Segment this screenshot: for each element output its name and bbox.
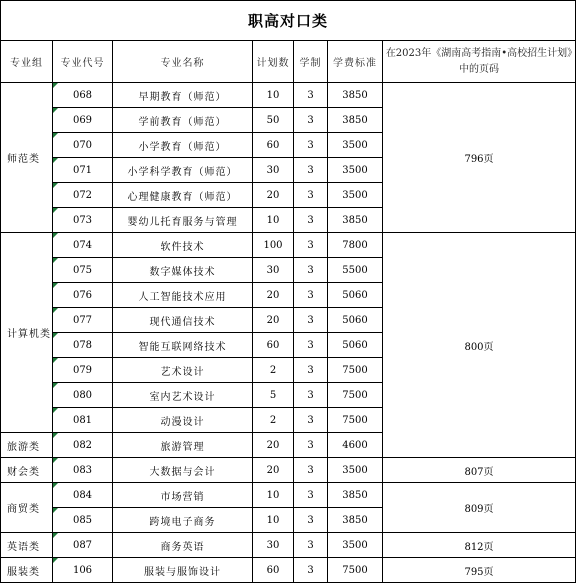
table-row (1, 233, 576, 258)
group-cell[interactable]: 商贸类 (1, 483, 53, 533)
plan-cell-text: 10 (266, 214, 280, 226)
text-number-warning-icon (53, 258, 58, 263)
page-cell[interactable]: 807页 (383, 458, 576, 483)
fee-cell[interactable] (328, 283, 383, 308)
fee-cell-text: 7500 (342, 389, 368, 401)
header-plan[interactable]: 计划数 (253, 41, 294, 83)
years-cell[interactable] (294, 308, 328, 333)
code-cell-text: 081 (72, 414, 93, 426)
fee-cell-text: 3850 (342, 214, 368, 226)
major-name-cell[interactable] (113, 208, 253, 233)
major-name-cell-text: 心理健康教育（师范） (127, 191, 238, 203)
text-number-warning-icon (53, 483, 58, 488)
plan-cell[interactable] (253, 358, 294, 383)
group-cell[interactable]: 英语类 (1, 533, 53, 558)
major-name-cell-text: 人工智能技术应用 (138, 291, 227, 303)
plan-cell-text: 5 (269, 389, 277, 401)
years-cell[interactable] (294, 158, 328, 183)
fee-cell[interactable] (328, 158, 383, 183)
fee-cell[interactable] (328, 483, 383, 508)
fee-cell-text: 7500 (342, 364, 368, 376)
plan-cell-text: 10 (266, 489, 280, 501)
fee-cell[interactable] (328, 408, 383, 433)
major-name-cell-text: 现代通信技术 (149, 316, 216, 328)
years-cell[interactable] (294, 183, 328, 208)
fee-cell-text: 7500 (342, 414, 368, 426)
text-number-warning-icon (53, 458, 58, 463)
years-cell[interactable] (294, 458, 328, 483)
sheet-title-cell[interactable] (0, 0, 576, 40)
major-name-cell-text: 小学科学教育（师范） (127, 166, 238, 178)
plan-cell[interactable] (253, 408, 294, 433)
fee-cell[interactable] (328, 183, 383, 208)
years-cell[interactable] (294, 558, 328, 583)
major-name-cell[interactable] (113, 283, 253, 308)
header-group[interactable]: 专业组 (1, 41, 53, 83)
fee-cell[interactable] (328, 508, 383, 533)
years-cell-text: 3 (307, 89, 314, 101)
plan-cell-text: 30 (266, 164, 280, 176)
text-number-warning-icon (53, 83, 58, 88)
plan-cell[interactable] (253, 483, 294, 508)
years-cell-text: 3 (307, 264, 314, 276)
text-number-warning-icon (53, 133, 58, 138)
code-cell-text: 082 (72, 439, 93, 451)
group-cell[interactable]: 旅游类 (1, 433, 53, 458)
major-name-cell-text: 跨境电子商务 (149, 516, 216, 528)
years-cell[interactable] (294, 408, 328, 433)
fee-cell-text: 5060 (342, 289, 368, 301)
header-code[interactable]: 专业代号 (53, 41, 113, 83)
years-cell-text: 3 (307, 189, 314, 201)
fee-cell[interactable] (328, 208, 383, 233)
major-name-cell-text: 软件技术 (160, 241, 205, 253)
text-number-warning-icon (53, 158, 58, 163)
text-number-warning-icon (53, 283, 58, 288)
major-name-cell-text: 室内艺术设计 (149, 391, 216, 403)
text-number-warning-icon (53, 558, 58, 563)
years-cell[interactable] (294, 283, 328, 308)
years-cell-text: 3 (307, 339, 314, 351)
code-cell[interactable] (53, 458, 113, 483)
major-name-cell[interactable] (113, 458, 253, 483)
code-cell[interactable] (53, 483, 113, 508)
code-cell-text: 079 (72, 364, 93, 376)
page-cell[interactable]: 795页 (383, 558, 576, 583)
years-cell-text: 3 (307, 164, 314, 176)
page-cell[interactable]: 809页 (383, 483, 576, 533)
major-name-cell-text: 服装与服饰设计 (144, 566, 221, 578)
code-cell-text: 083 (72, 464, 93, 476)
fee-cell[interactable] (328, 233, 383, 258)
years-cell-text: 3 (307, 414, 314, 426)
years-cell[interactable] (294, 83, 328, 108)
code-cell-text: 077 (72, 314, 93, 326)
code-cell[interactable] (53, 258, 113, 283)
plan-cell-text: 2 (269, 364, 277, 376)
years-cell[interactable] (294, 258, 328, 283)
text-number-warning-icon (53, 333, 58, 338)
code-cell[interactable] (53, 408, 113, 433)
text-number-warning-icon (53, 508, 58, 513)
years-cell-text: 3 (307, 139, 314, 151)
major-name-cell-text: 商务英语 (160, 541, 205, 553)
table-row (1, 483, 576, 508)
code-cell-text: 074 (72, 239, 93, 251)
major-name-cell[interactable] (113, 408, 253, 433)
years-cell[interactable] (294, 483, 328, 508)
plan-cell[interactable] (253, 383, 294, 408)
enrollment-table (0, 40, 576, 583)
major-name-cell[interactable] (113, 333, 253, 358)
fee-cell-text: 3500 (342, 464, 368, 476)
fee-cell[interactable] (328, 383, 383, 408)
code-cell[interactable] (53, 208, 113, 233)
major-name-cell-text: 早期教育（师范） (138, 91, 227, 103)
fee-cell-text: 3500 (342, 189, 368, 201)
table-row (1, 558, 576, 583)
major-name-cell[interactable] (113, 433, 253, 458)
table-row (1, 533, 576, 558)
years-cell[interactable] (294, 433, 328, 458)
header-row (1, 41, 576, 83)
code-cell-text: 075 (72, 264, 93, 276)
years-cell-text: 3 (307, 539, 314, 551)
fee-cell[interactable] (328, 258, 383, 283)
code-cell[interactable] (53, 283, 113, 308)
plan-cell[interactable] (253, 558, 294, 583)
text-number-warning-icon (53, 358, 58, 363)
major-name-cell[interactable] (113, 558, 253, 583)
code-cell[interactable] (53, 158, 113, 183)
years-cell-text: 3 (307, 364, 314, 376)
fee-cell-text: 3500 (342, 164, 368, 176)
years-cell-text: 3 (307, 564, 314, 576)
major-name-cell[interactable] (113, 183, 253, 208)
years-cell-text: 3 (307, 514, 314, 526)
plan-cell[interactable] (253, 508, 294, 533)
fee-cell-text: 3850 (342, 114, 368, 126)
years-cell[interactable] (294, 508, 328, 533)
fee-cell[interactable] (328, 433, 383, 458)
major-name-cell-text: 艺术设计 (160, 366, 205, 378)
years-cell-text: 3 (307, 289, 314, 301)
fee-cell[interactable] (328, 533, 383, 558)
plan-cell[interactable] (253, 433, 294, 458)
group-cell[interactable]: 计算机类 (1, 233, 53, 433)
fee-cell-text: 5060 (342, 339, 368, 351)
group-cell[interactable]: 师范类 (1, 83, 53, 233)
major-name-cell[interactable] (113, 258, 253, 283)
years-cell[interactable] (294, 133, 328, 158)
fee-cell-text: 7800 (342, 239, 368, 251)
code-cell[interactable] (53, 108, 113, 133)
text-number-warning-icon (53, 433, 58, 438)
code-cell[interactable] (53, 533, 113, 558)
code-cell-text: 085 (72, 514, 93, 526)
fee-cell-text: 5060 (342, 314, 368, 326)
fee-cell-text: 3850 (342, 89, 368, 101)
code-cell-text: 070 (72, 139, 93, 151)
text-number-warning-icon (53, 383, 58, 388)
fee-cell[interactable] (328, 308, 383, 333)
years-cell-text: 3 (307, 489, 314, 501)
years-cell[interactable] (294, 358, 328, 383)
code-cell-text: 071 (72, 164, 93, 176)
fee-cell-text: 3850 (342, 514, 368, 526)
plan-cell[interactable] (253, 183, 294, 208)
plan-cell-text: 50 (266, 114, 280, 126)
code-cell[interactable] (53, 358, 113, 383)
text-number-warning-icon (53, 308, 58, 313)
plan-cell-text: 20 (266, 289, 280, 301)
fee-cell[interactable] (328, 458, 383, 483)
fee-cell[interactable] (328, 558, 383, 583)
page-cell[interactable]: 812页 (383, 533, 576, 558)
table-row (1, 83, 576, 108)
major-name-cell-text: 智能互联网络技术 (138, 341, 227, 353)
code-cell-text: 069 (72, 114, 93, 126)
header-fee[interactable]: 学费标准 (328, 41, 383, 83)
text-number-warning-icon (53, 183, 58, 188)
years-cell-text: 3 (307, 214, 314, 226)
plan-cell-text: 20 (266, 464, 280, 476)
plan-cell-text: 2 (269, 414, 277, 426)
group-cell[interactable]: 服装类 (1, 558, 53, 583)
header-name[interactable]: 专业名称 (113, 41, 253, 83)
plan-cell-text: 20 (266, 439, 280, 451)
code-cell[interactable] (53, 183, 113, 208)
years-cell-text: 3 (307, 239, 314, 251)
table-body (1, 83, 576, 583)
plan-cell[interactable] (253, 208, 294, 233)
plan-cell[interactable] (253, 258, 294, 283)
text-number-warning-icon (53, 408, 58, 413)
years-cell[interactable] (294, 208, 328, 233)
page-cell[interactable]: 796页 (383, 83, 576, 233)
code-cell[interactable] (53, 133, 113, 158)
header-years[interactable]: 学制 (294, 41, 328, 83)
code-cell-text: 080 (72, 389, 93, 401)
major-name-cell-text: 动漫设计 (160, 416, 205, 428)
plan-cell-text: 20 (266, 314, 280, 326)
plan-cell[interactable] (253, 133, 294, 158)
plan-cell[interactable] (253, 83, 294, 108)
major-name-cell[interactable] (113, 308, 253, 333)
major-name-cell-text: 市场营销 (160, 491, 205, 503)
plan-cell[interactable] (253, 533, 294, 558)
plan-cell[interactable] (253, 108, 294, 133)
header-page[interactable]: 在2023年《湖南高考指南•高校招生计划》中的页码 (383, 41, 576, 83)
code-cell[interactable] (53, 308, 113, 333)
plan-cell-text: 10 (266, 514, 280, 526)
fee-cell-text: 3500 (342, 539, 368, 551)
plan-cell[interactable] (253, 233, 294, 258)
fee-cell-text: 3850 (342, 489, 368, 501)
fee-cell-text: 5500 (342, 264, 368, 276)
major-name-cell-text: 旅游管理 (160, 441, 205, 453)
text-number-warning-icon (53, 208, 58, 213)
plan-cell[interactable] (253, 158, 294, 183)
code-cell[interactable] (53, 558, 113, 583)
text-number-warning-icon (53, 108, 58, 113)
plan-cell-text: 20 (266, 189, 280, 201)
group-cell[interactable]: 财会类 (1, 458, 53, 483)
years-cell[interactable] (294, 383, 328, 408)
years-cell[interactable] (294, 108, 328, 133)
code-cell-text: 072 (72, 189, 93, 201)
text-number-warning-icon (53, 533, 58, 538)
plan-cell-text: 60 (266, 139, 280, 151)
years-cell-text: 3 (307, 314, 314, 326)
plan-cell-text: 100 (263, 239, 283, 251)
table-row (1, 458, 576, 483)
code-cell[interactable] (53, 383, 113, 408)
major-name-cell[interactable] (113, 508, 253, 533)
major-name-cell[interactable] (113, 108, 253, 133)
fee-cell-text: 7500 (342, 564, 368, 576)
major-name-cell-text: 小学教育（师范） (138, 141, 227, 153)
fee-cell[interactable] (328, 83, 383, 108)
major-name-cell[interactable] (113, 358, 253, 383)
page-cell[interactable]: 800页 (383, 233, 576, 458)
plan-cell[interactable] (253, 458, 294, 483)
years-cell[interactable] (294, 333, 328, 358)
plan-cell-text: 60 (266, 564, 280, 576)
code-cell[interactable] (53, 83, 113, 108)
major-name-cell[interactable] (113, 133, 253, 158)
major-name-cell[interactable] (113, 533, 253, 558)
fee-cell-text: 4600 (342, 439, 368, 451)
fee-cell[interactable] (328, 108, 383, 133)
code-cell-text: 078 (72, 339, 93, 351)
major-name-cell[interactable] (113, 233, 253, 258)
major-name-cell[interactable] (113, 483, 253, 508)
plan-cell-text: 10 (266, 89, 280, 101)
fee-cell[interactable] (328, 358, 383, 383)
code-cell-text: 073 (72, 214, 93, 226)
sheet-title: 职高对口类 (247, 12, 328, 30)
years-cell-text: 3 (307, 439, 314, 451)
years-cell[interactable] (294, 233, 328, 258)
major-name-cell[interactable] (113, 158, 253, 183)
plan-cell-text: 30 (266, 264, 280, 276)
major-name-cell-text: 婴幼儿托育服务与管理 (127, 216, 238, 228)
code-cell-text: 087 (72, 539, 93, 551)
years-cell-text: 3 (307, 464, 314, 476)
code-cell-text: 076 (72, 289, 93, 301)
major-name-cell-text: 大数据与会计 (149, 466, 216, 478)
fee-cell[interactable] (328, 133, 383, 158)
plan-cell-text: 60 (266, 339, 280, 351)
major-name-cell[interactable] (113, 383, 253, 408)
code-cell-text: 106 (72, 564, 93, 576)
major-name-cell-text: 数字媒体技术 (149, 266, 216, 278)
plan-cell[interactable] (253, 333, 294, 358)
major-name-cell-text: 学前教育（师范） (138, 116, 227, 128)
years-cell-text: 3 (307, 389, 314, 401)
fee-cell-text: 3500 (342, 139, 368, 151)
text-number-warning-icon (53, 233, 58, 238)
code-cell[interactable] (53, 333, 113, 358)
code-cell[interactable] (53, 508, 113, 533)
code-cell[interactable] (53, 233, 113, 258)
plan-cell[interactable] (253, 283, 294, 308)
years-cell[interactable] (294, 533, 328, 558)
years-cell-text: 3 (307, 114, 314, 126)
plan-cell-text: 30 (266, 539, 280, 551)
code-cell[interactable] (53, 433, 113, 458)
code-cell-text: 084 (72, 489, 93, 501)
plan-cell[interactable] (253, 308, 294, 333)
code-cell-text: 068 (72, 89, 93, 101)
fee-cell[interactable] (328, 333, 383, 358)
major-name-cell[interactable] (113, 83, 253, 108)
